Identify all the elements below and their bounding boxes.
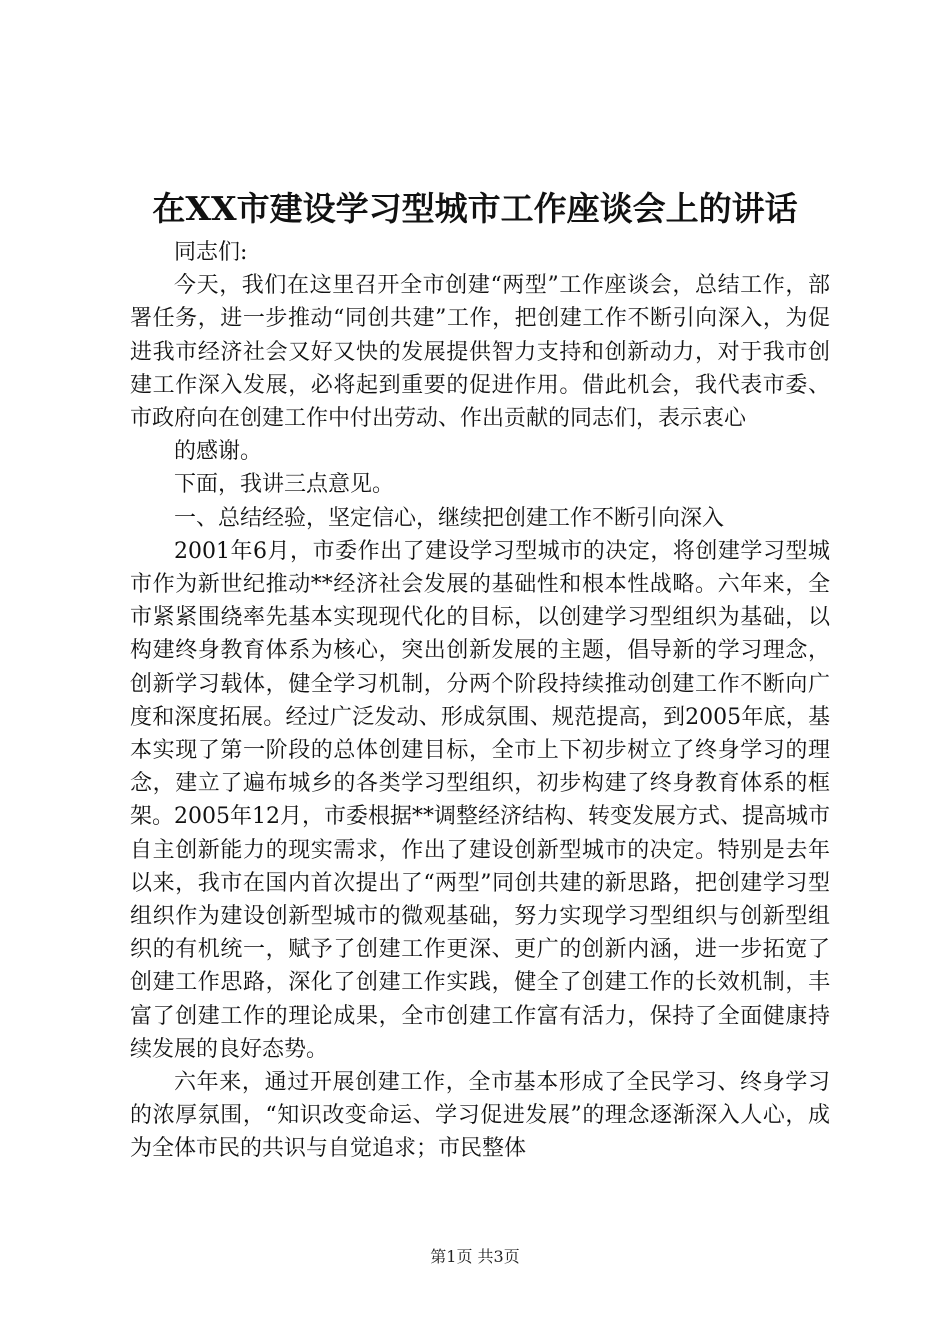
page-number-footer: 第1页 共3页 — [430, 1247, 520, 1266]
paragraph-history: 2001年6月，市委作出了建设学习型城市的决定，将创建学习型城市作为新世纪推动**经济社会发展的基础性和根本性战略。六年来，全市紧紧围绕率先基本实现现代化的目标，以创建学习型组织为基础，以构建终身教育体系为核心，突出创新发展的主题，倡导新的学习理念，创新学习载体，健全学习机制，分两个阶段持续推动创建工作不断向广度和深度拓展。经过广泛发动、形成氛围、规范提高，到2005年底，基本实现了第一阶段的总体创建目标，全市上下初步树立了终身学习的理念，建立了遍布城乡的各类学习型组织，初步构建了终身教育体系的框架。2005年12月，市委根据**调整经济结构、转变发展方式、提高城市自主创新能力的现实需求，作出了建设创新型城市的决定。特别是去年以来，我市在国内首次提出了“两型”同创共建的新思路，把创建学习型组织作为建设创新型城市的微观基础，努力实现学习型组织与创新型组织的有机统一，赋予了创建工作更深、更广的创新内涵，进一步拓宽了创建工作思路，深化了创建工作实践，健全了创建工作的长效机制，丰富了创建工作的理论成果，全市创建工作富有活力，保持了全面健康持续发展的良好态势。 — [130, 538, 830, 1062]
paragraph-outline: 下面，我讲三点意见。 — [174, 472, 395, 498]
salutation: 同志们: — [174, 240, 248, 265]
document-title: 在XX市建设学习型城市工作座谈会上的讲话 — [152, 189, 798, 228]
paragraph-thanks: 的感谢。 — [174, 439, 263, 465]
section-heading-1: 一、总结经验，坚定信心，继续把创建工作不断引向深入 — [174, 505, 725, 531]
paragraph-intro: 今天，我们在这里召开全市创建“两型”工作座谈会，总结工作，部署任务，进一步推动“同创共建”工作，把创建工作不断引向深入，为促进我市经济社会又好又快的发展提供智力支持和创新动力，对于我市创建工作深入发展，必将起到重要的促进作用。借此机会，我代表市委、市政府向在创建工作中付出劳动、作出贡献的同志们，表示衷心 — [130, 273, 830, 432]
paragraph-results: 六年来，通过开展创建工作，全市基本形成了全民学习、终身学习的浓厚氛围，“知识改变命运、学习促进发展”的理念逐渐深入人心，成为全体市民的共识与自觉追求；市民整体 — [130, 1070, 830, 1162]
document-body — [130, 236, 830, 1166]
